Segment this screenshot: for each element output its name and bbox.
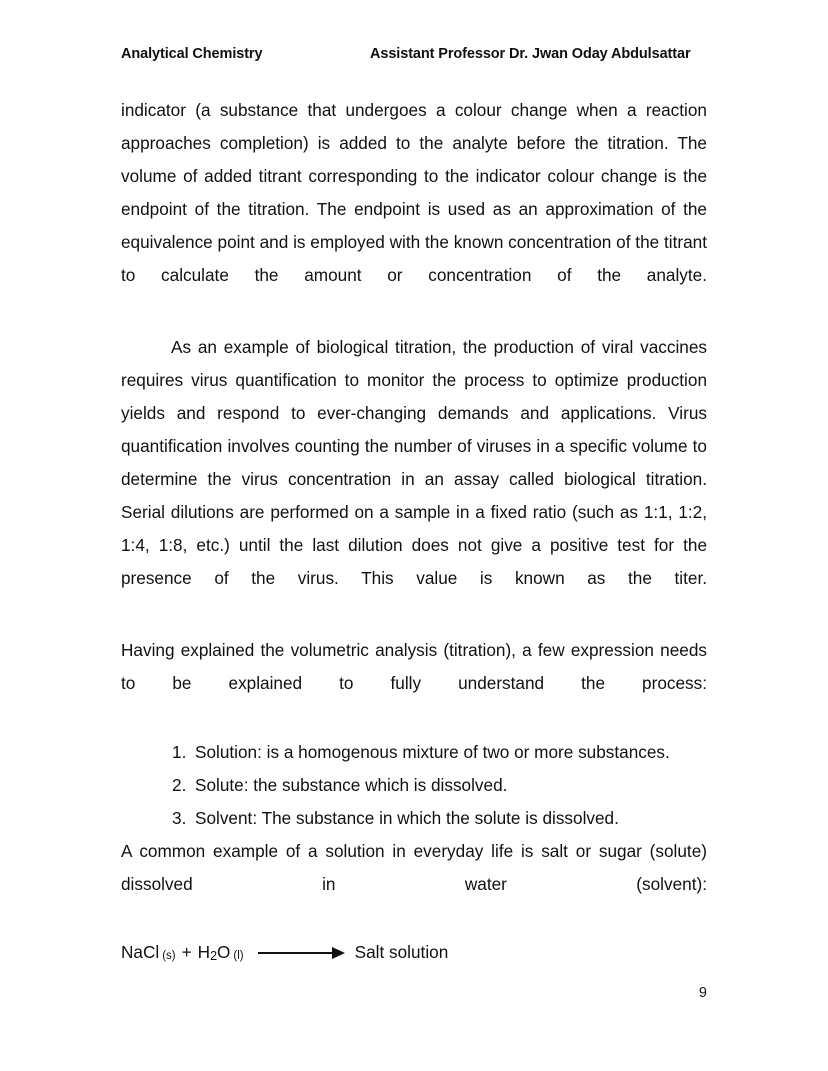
page-number: 9 bbox=[698, 985, 707, 1001]
equation-water-subscript-two: 2 bbox=[210, 949, 218, 963]
paragraph-indicator: indicator (a substance that undergoes a colour change when a reaction approaches completion) is added to the analyte before the titration. The volume of added titrant corresponding to the indicator colour change is the endpoint of the titration. The endpoint is used as an approximation of the equivalence point and is employed with the known concentration of the titrant to calculate the amount or concentration of the analyte. bbox=[121, 100, 707, 285]
equation-plus-operator: + bbox=[181, 942, 192, 962]
equation-state-solid: (s) bbox=[162, 950, 176, 962]
definitions-list bbox=[121, 736, 707, 835]
list-item: Solute: the substance which is dissolved. bbox=[195, 775, 508, 795]
equation-reactant-sodium-chloride: NaCl bbox=[121, 942, 160, 962]
arrow-head bbox=[332, 947, 345, 959]
list-item: Solvent: The substance in which the solute is dissolved. bbox=[195, 808, 619, 828]
equation-product-salt-solution: Salt solution bbox=[354, 942, 449, 962]
paragraph-solution-example: A common example of a solution in everyday life is salt or sugar (solute) dissolved in water (solvent): bbox=[121, 841, 707, 894]
header-instructor-name: Assistant Professor Dr. Jwan Oday Abdulsattar bbox=[370, 46, 691, 62]
document-header bbox=[121, 46, 707, 68]
equation-reactant-water-h: H bbox=[197, 942, 211, 962]
paragraph-expressions-intro: Having explained the volumetric analysis (titration), a few expression needs to be explained to fully understand the process: bbox=[121, 640, 707, 693]
list-item: Solution: is a homogenous mixture of two or more substances. bbox=[195, 742, 670, 762]
chemical-equation bbox=[121, 936, 707, 969]
paragraph-biological-titration: As an example of biological titration, the production of viral vaccines requires virus quantification to monitor the process to optimize production yields and respond to ever-changing demands and applications. Virus quantification involves counting the number of viruses in a specific volume to determine the virus concentration in an assay called biological titration. Serial dilutions are performed on a sample in a fixed ratio (such as 1:1, 1:2, 1:4, 1:8, etc.) until the last dilution does not give a positive test for the presence of the virus. This value is known as the titer. bbox=[121, 337, 707, 588]
document-body bbox=[121, 94, 707, 969]
arrow-shaft bbox=[258, 952, 336, 954]
header-course-title: Analytical Chemistry bbox=[121, 46, 263, 62]
reaction-arrow-icon bbox=[258, 946, 346, 960]
equation-reactant-water-o: O bbox=[217, 942, 231, 962]
equation-state-liquid: (l) bbox=[233, 950, 244, 962]
